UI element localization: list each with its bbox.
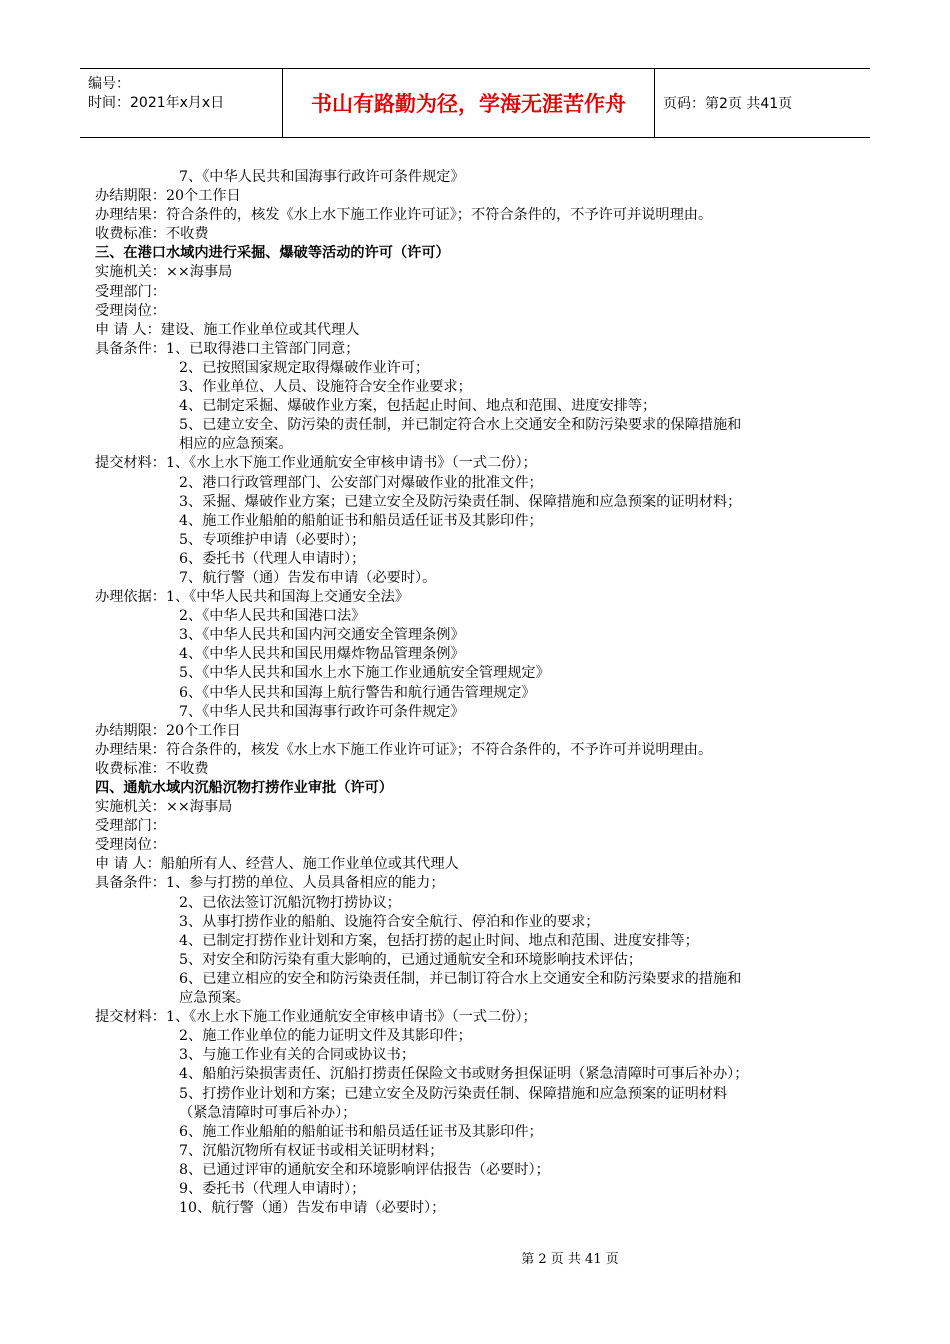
text-line: 6、委托书（代理人申请时）；: [179, 550, 366, 567]
text-line: 实施机关：××海事局: [95, 264, 233, 281]
text-line: 2、已按照国家规定取得爆破作业许可；: [179, 359, 430, 376]
text-line: 7、沉船沉物所有权证书或相关证明材料；: [179, 1142, 444, 1159]
text-line: 5、专项维护申请（必要时）；: [179, 531, 366, 548]
text-line: 受理部门：: [95, 283, 166, 300]
text-line: 5、已建立安全、防污染的责任制，并已制定符合水上交通安全和防污染要求的保障措施和: [179, 417, 742, 434]
text-line: 4、已制定打捞作业计划和方案，包括打捞的起止时间、地点和范围、进度安排等；: [179, 932, 699, 949]
text-line: 4、已制定采掘、爆破作业方案，包括起止时间、地点和范围、进度安排等；: [179, 398, 657, 415]
text-line: 受理部门：: [95, 818, 166, 835]
text-line: 具备条件：1、已取得港口主管部门同意；: [95, 340, 360, 357]
text-line: 8、已通过评审的通航安全和环境影响评估报告（必要时）；: [179, 1161, 550, 1178]
header-motto: 书山有路勤为径，学海无涯苦作舟: [283, 69, 655, 137]
text-line: 收费标准：不收费: [95, 226, 209, 243]
text-line: 6、已建立相应的安全和防污染责任制，并已制订符合水上交通安全和防污染要求的措施和: [179, 970, 742, 987]
text-line: 办理结果：符合条件的，核发《水上水下施工作业许可证》；不符合条件的，不予许可并说明理由。: [95, 741, 713, 758]
text-line: 3、与施工作业有关的合同或协议书；: [179, 1047, 416, 1064]
text-line: 实施机关：××海事局: [95, 799, 233, 816]
text-line: 2、施工作业单位的能力证明文件及其影印件；: [179, 1028, 472, 1045]
text-line: 4、施工作业船舶的船舶证书和船员适任证书及其影印件；: [179, 512, 543, 529]
text-line: 10、航行警（通）告发布申请（必要时）；: [179, 1200, 446, 1217]
text-line: 提交材料：1、《水上水下施工作业通航安全审核申请书》（一式二份）；: [95, 1009, 537, 1026]
text-line: 4、《中华人民共和国民用爆炸物品管理条例》: [179, 646, 465, 663]
header-meta: [80, 69, 283, 137]
text-line: 6、《中华人民共和国海上航行警告和航行通告管理规定》: [179, 684, 536, 701]
text-line: 3、从事打捞作业的船舶、设施符合安全航行、停泊和作业的要求；: [179, 913, 600, 930]
text-line: 3、《中华人民共和国内河交通安全管理条例》: [179, 627, 465, 644]
text-line: 2、《中华人民共和国港口法》: [179, 608, 366, 625]
text-line: 申 请 人：船舶所有人、经营人、施工作业单位或其代理人: [95, 856, 459, 873]
text-line: 5、对安全和防污染有重大影响的，已通过通航安全和环境影响技术评估；: [179, 951, 643, 968]
section-heading: 四、通航水域内沉船沉物打捞作业审批（许可）: [95, 780, 393, 796]
text-line: （紧急清障时可事后补办）；: [179, 1104, 357, 1121]
document-body: [95, 168, 870, 1218]
text-line: 7、《中华人民共和国海事行政许可条件规定》: [179, 703, 465, 720]
text-line: 5、《中华人民共和国水上水下施工作业通航安全管理规定》: [179, 665, 550, 682]
document-number-label: 编号：: [88, 76, 130, 92]
text-line: 受理岗位：: [95, 837, 166, 854]
footer-page-number: 第 2 页 共 41 页: [521, 1252, 619, 1267]
text-line: 6、施工作业船舶的船舶证书和船员适任证书及其影印件；: [179, 1123, 543, 1140]
text-line: 应急预案。: [179, 990, 250, 1007]
text-line: 受理岗位：: [95, 302, 166, 319]
text-line: 相应的应急预案。: [179, 436, 293, 453]
text-line: 9、委托书（代理人申请时）；: [179, 1180, 366, 1197]
text-line: 3、作业单位、人员、设施符合安全作业要求；: [179, 379, 472, 396]
text-line: 具备条件：1、参与打捞的单位、人员具备相应的能力；: [95, 875, 445, 892]
text-line: 办理结果：符合条件的，核发《水上水下施工作业许可证》；不符合条件的，不予许可并说明理由。: [95, 207, 713, 224]
page-footer: [0, 1248, 950, 1267]
text-line: 7、《中华人民共和国海事行政许可条件规定》: [179, 169, 465, 185]
text-line: 办结期限：20个工作日: [95, 722, 241, 739]
text-line: 2、港口行政管理部门、公安部门对爆破作业的批准文件；: [179, 474, 543, 491]
text-line: 3、采掘、爆破作业方案；已建立安全及防污染责任制、保障措施和应急预案的证明材料；: [179, 493, 742, 510]
text-line: 5、打捞作业计划和方案；已建立安全及防污染责任制、保障措施和应急预案的证明材料: [179, 1085, 728, 1102]
text-line: 7、航行警（通）告发布申请（必要时）。: [179, 569, 437, 586]
text-line: 办理依据：1、《中华人民共和国海上交通安全法》: [95, 589, 410, 606]
text-line: 2、已依法签订沉船沉物打捞协议；: [179, 894, 401, 911]
text-line: 办结期限：20个工作日: [95, 188, 241, 205]
page-header: [80, 68, 870, 138]
text-line: 提交材料：1、《水上水下施工作业通航安全审核申请书》（一式二份）；: [95, 455, 537, 472]
header-page-info: 页码：第2页 共41页: [663, 96, 793, 112]
text-line: 收费标准：不收费: [95, 760, 209, 777]
document-time: 时间：2021年x月x日: [88, 95, 225, 111]
text-line: 4、船舶污染损害责任、沉船打捞责任保险文书或财务担保证明（紧急清障时可事后补办）；: [179, 1066, 749, 1083]
text-line: 申 请 人：建设、施工作业单位或其代理人: [95, 321, 360, 338]
section-heading: 三、在港口水域内进行采掘、爆破等活动的许可（许可）: [95, 245, 450, 262]
